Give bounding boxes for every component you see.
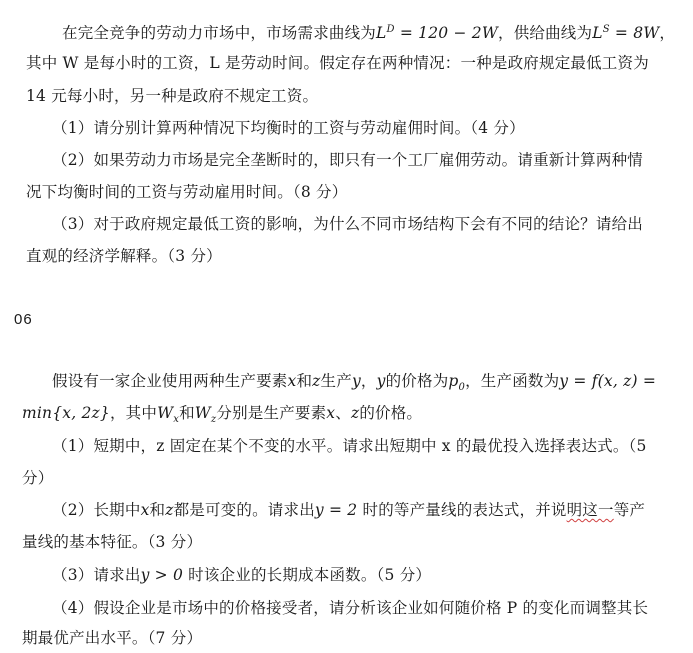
text-span: ，供给曲线为	[498, 24, 593, 43]
wage-z-symbol	[194, 404, 217, 426]
text-span: 和	[149, 501, 166, 519]
price-symbol	[448, 372, 466, 394]
math-symbol: W	[157, 404, 174, 422]
spellcheck-squiggle: 明这一	[566, 501, 614, 519]
text-span: ，生产函数为	[465, 372, 560, 390]
math-symbol: z	[312, 372, 321, 390]
math-expression: = 8W	[609, 24, 660, 43]
problem-a-line-2: 其中 W 是每小时的工资，L 是劳动时间。假定存在两种情况：一种是政府规定最低工资为	[26, 54, 649, 72]
section-number: 06	[14, 311, 33, 328]
text-span: 、	[335, 404, 351, 422]
output-equation: y = 2	[314, 501, 358, 519]
text-span: 的价格为	[385, 372, 449, 390]
math-symbol: y	[351, 372, 361, 390]
problem-a-line-3: 14 元每小时，另一种是政府不规定工资。	[26, 87, 319, 105]
text-span: 假设有一家企业使用两种生产要素	[52, 372, 288, 390]
text-span: ，	[659, 24, 676, 43]
text-span: 分别是生产要素	[216, 404, 327, 422]
problem-b-question-4-line-1: （4）假设企业是市场中的价格接受者，请分析该企业如何随价格 P 的变化而调整其长	[52, 599, 649, 617]
problem-a-question-3-line-1: （3）对于政府规定最低工资的影响，为什么不同市场结构下会有不同的结论？请给出	[52, 215, 643, 233]
problem-b-question-1-line-2: 分）	[22, 469, 54, 487]
problem-a-question-3-line-2: 直观的经济学解释。（3 分）	[26, 247, 222, 265]
text-span: 在完全竞争的劳动力市场中，市场需求曲线为	[62, 24, 377, 43]
supply-curve-equation	[592, 24, 659, 42]
math-symbol: L	[376, 24, 387, 43]
math-symbol: x	[140, 501, 150, 519]
text-span: 都是可变的。请求出	[173, 501, 315, 519]
text-span: ，	[360, 372, 377, 390]
problem-a-question-2-line-1: （2）如果劳动力市场是完全垄断时的，即只有一个工厂雇佣劳动。请重新计算两种情	[52, 151, 643, 169]
math-symbol: z	[350, 404, 360, 422]
problem-b-question-4-line-2: 期最优产出水平。（7 分）	[22, 629, 203, 647]
problem-a-question-2-line-2: 况下均衡时间的工资与劳动雇用时间。（8 分）	[26, 183, 348, 201]
text-span: 生产	[320, 372, 352, 390]
math-symbol: L	[592, 24, 603, 43]
problem-a-question-1: （1）请分别计算两种情况下均衡时的工资与劳动雇佣时间。（4 分）	[52, 119, 525, 137]
problem-b-question-3	[52, 564, 431, 586]
math-symbol: y	[376, 372, 386, 390]
demand-curve-equation	[376, 24, 498, 42]
math-symbol: p	[448, 372, 459, 390]
text-span: 时的等产量线的表达式，并说	[357, 501, 567, 519]
problem-b-question-1-line-1: （1）短期中，z 固定在某个不变的水平。请求出短期中 x 的最优投入选择表达式。（5	[52, 437, 647, 455]
problem-b-line-2	[22, 402, 422, 431]
math-subscript: z	[210, 414, 217, 426]
text-span: 时该企业的长期成本函数。（5 分）	[183, 566, 432, 584]
math-superscript: S	[602, 24, 610, 35]
wage-x-symbol	[157, 404, 180, 426]
text-span: （2）长期中	[52, 501, 141, 519]
math-superscript: D	[386, 24, 395, 35]
text-span: 和	[179, 404, 195, 422]
problem-b-question-2-line-2: 量线的基本特征。（3 分）	[22, 533, 203, 551]
text-span: 和	[296, 372, 313, 390]
math-subscript: 0	[458, 382, 466, 394]
text-span: 的价格。	[359, 404, 423, 422]
text-span: ，其中	[109, 404, 158, 422]
text-span: （3）请求出	[52, 566, 141, 584]
math-expression: = 120 − 2W	[394, 24, 498, 43]
math-symbol: x	[287, 372, 297, 390]
problem-b-line-1	[52, 370, 656, 399]
production-function-equation: y = f(x, z) =	[559, 372, 657, 390]
math-symbol: z	[165, 501, 174, 519]
math-symbol: W	[194, 404, 211, 422]
math-subscript: x	[173, 414, 180, 426]
problem-a-line-1	[62, 19, 675, 44]
min-expression: min{x, 2z}	[22, 404, 110, 422]
output-condition: y > 0	[140, 566, 184, 584]
math-symbol: x	[326, 404, 336, 422]
problem-b-question-2-line-1	[52, 499, 645, 521]
text-span: 等产	[613, 501, 646, 519]
